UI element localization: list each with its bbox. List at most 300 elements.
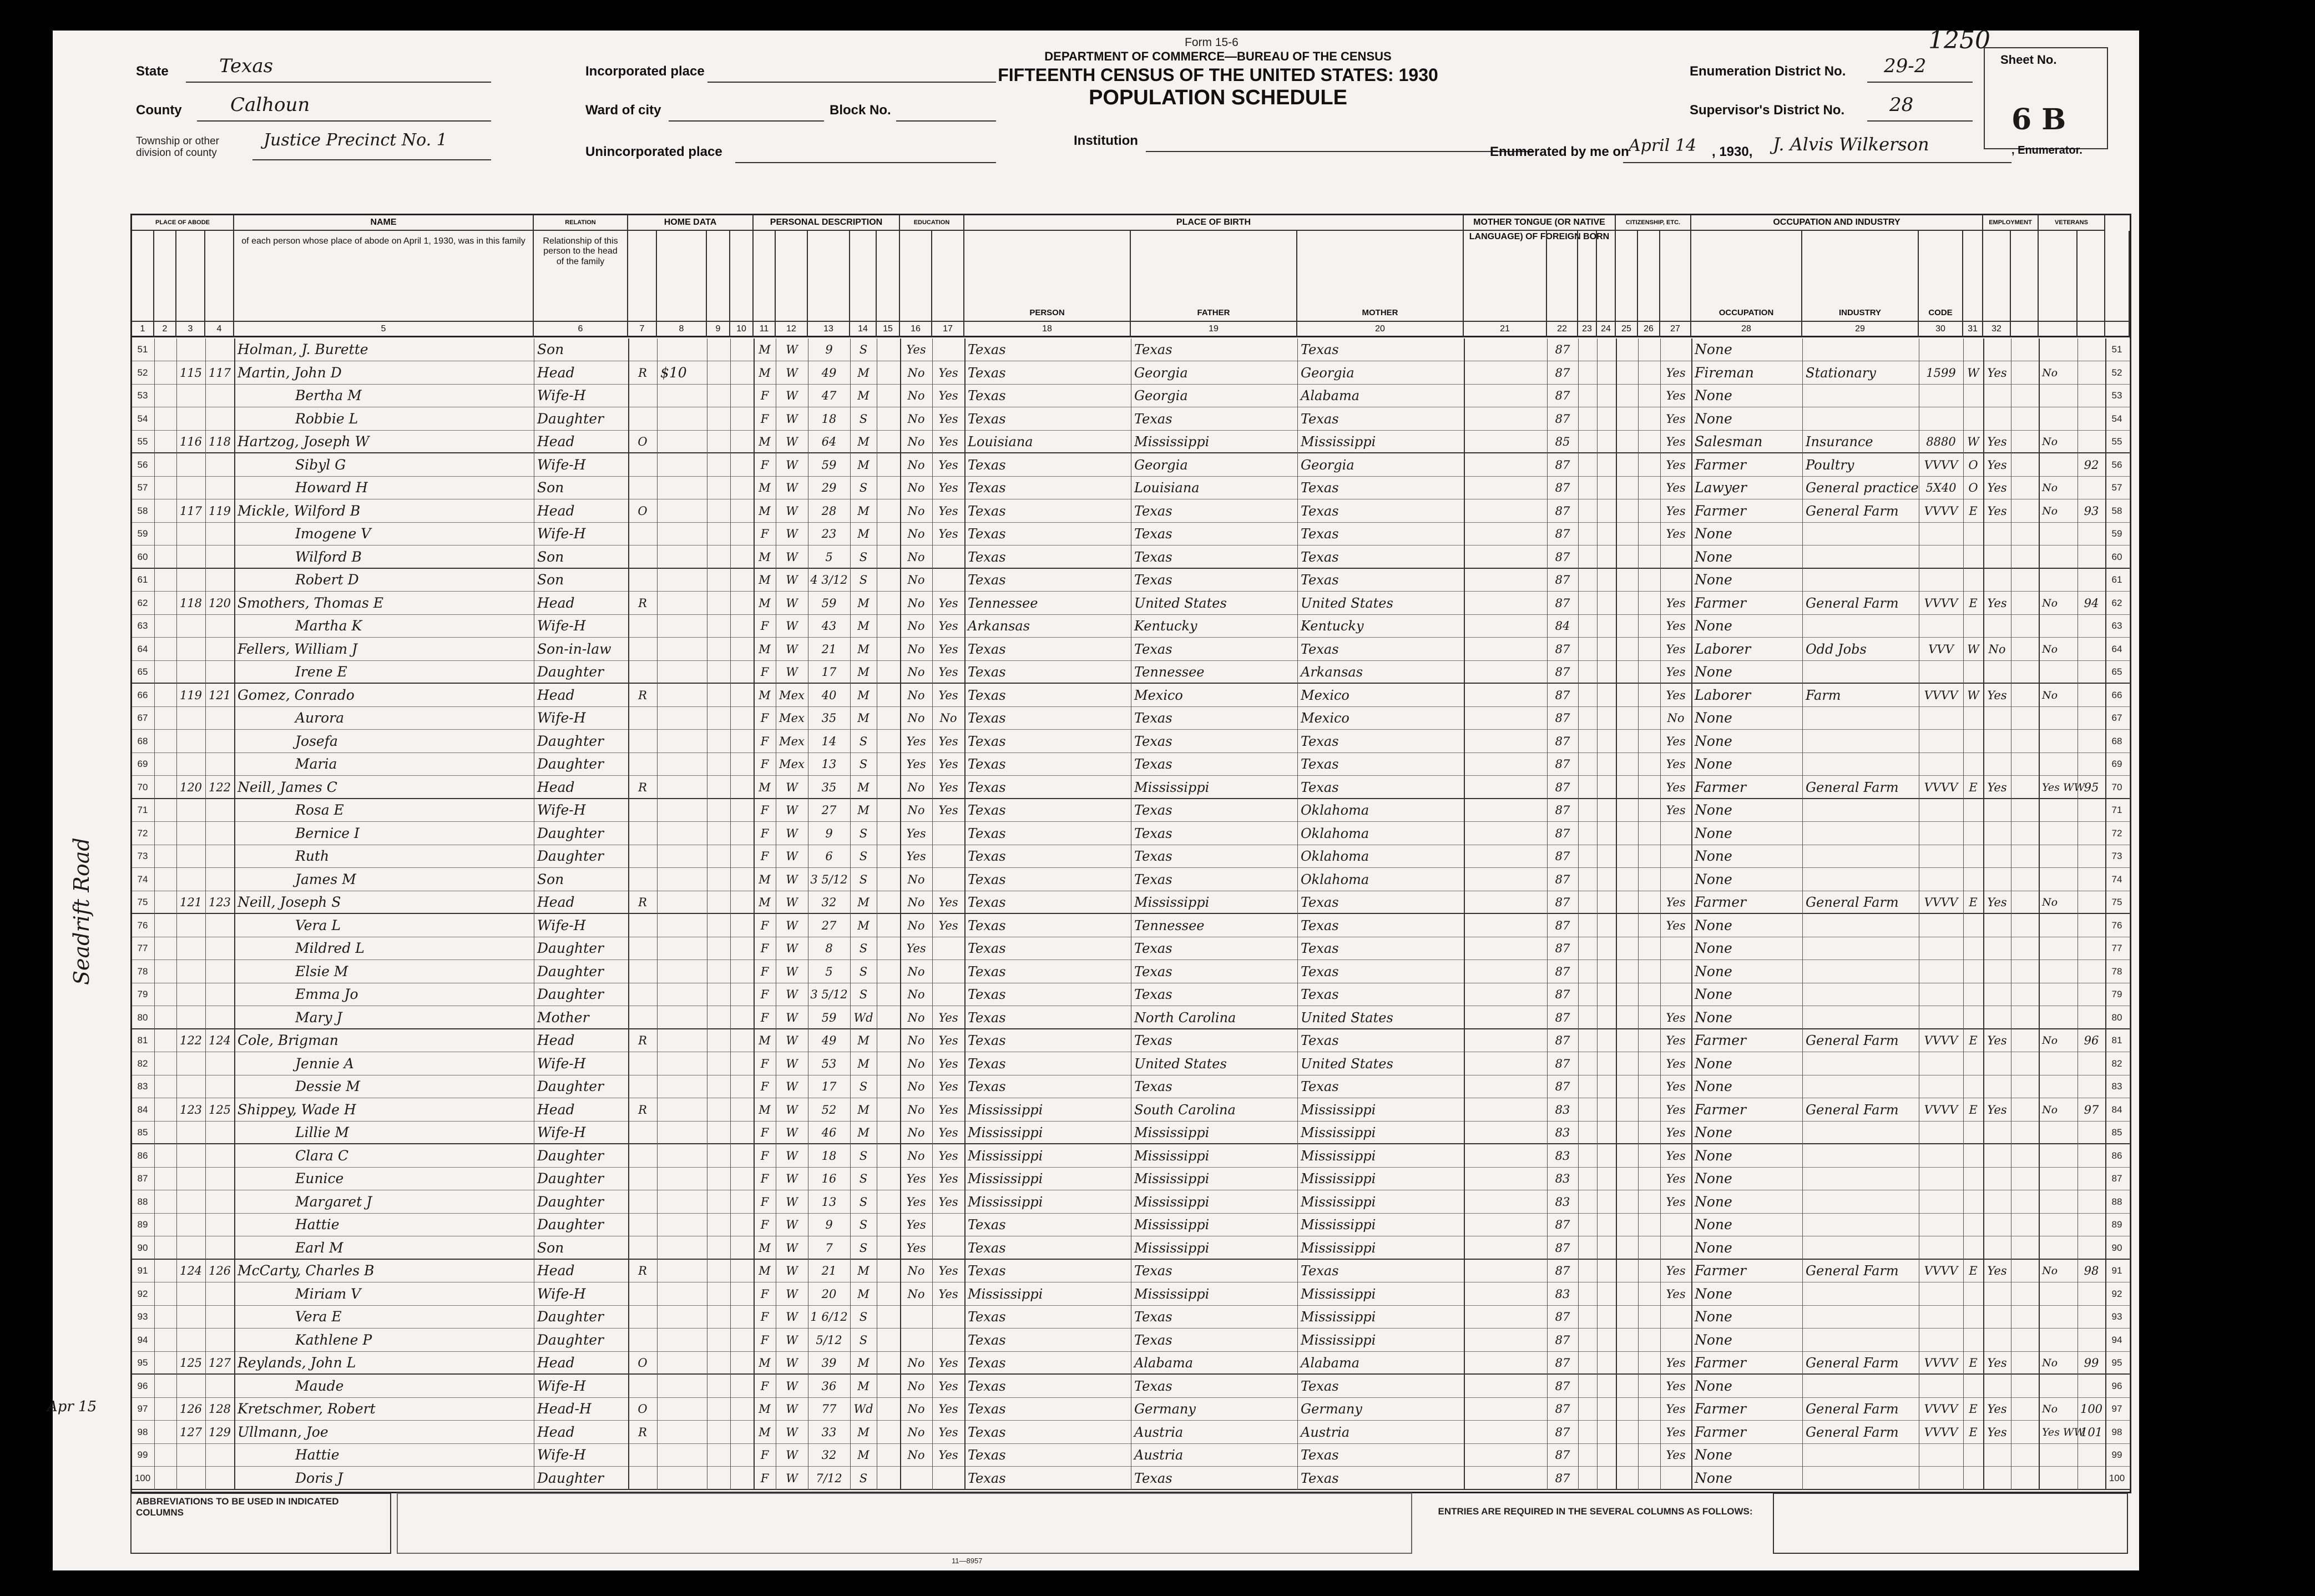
column-header-unemp — [2011, 231, 2039, 321]
line-number: 60 — [137, 551, 148, 562]
cell-fpob: Texas — [1134, 987, 1172, 1002]
line-number: 85 — [137, 1127, 148, 1138]
cell-name: Holman, J. Burette — [237, 341, 368, 357]
line-number-right: 77 — [2111, 943, 2122, 953]
cell-mar: S — [859, 757, 868, 771]
cell-vet: No — [2042, 436, 2058, 448]
column-header-sex — [754, 231, 776, 321]
column-number — [2039, 321, 2078, 337]
cell-tenure: R — [638, 596, 647, 610]
cell-rel: Son — [537, 871, 564, 887]
cell-rel: Daughter — [537, 1170, 604, 1186]
schedule-title: POPULATION SCHEDULE — [1089, 86, 1347, 109]
column-header-school — [900, 231, 932, 321]
cell-occ: Laborer — [1695, 640, 1751, 657]
cell-occ: None — [1695, 1285, 1732, 1302]
cell-rel: Son — [537, 341, 564, 357]
cell-work: Yes — [1987, 1264, 2007, 1277]
cell-pob: Louisiana — [968, 434, 1033, 449]
cell-work: Yes — [1987, 435, 2007, 448]
cell-age: 5 — [825, 964, 833, 978]
cell-fs: 93 — [2084, 504, 2099, 518]
cell-code: 84 — [1555, 619, 1570, 633]
cell-fam: 122 — [208, 780, 231, 794]
line-number-right: 54 — [2111, 413, 2122, 424]
cell-icode: VVVV — [1924, 458, 1958, 472]
cell-pob: Texas — [968, 1263, 1006, 1279]
line-number: 59 — [137, 528, 148, 539]
cell-age: 32 — [821, 1448, 837, 1462]
cell-pob: Texas — [968, 779, 1006, 795]
cell-eng: Yes — [1666, 1356, 1686, 1370]
cell-occ: None — [1695, 848, 1732, 864]
block-label: Block No. — [830, 103, 891, 118]
cell-mar: Wd — [853, 1011, 873, 1024]
cell-rel: Daughter — [537, 1193, 604, 1210]
cell-name: Maude — [295, 1377, 344, 1394]
incorporated-label: Incorporated place — [585, 64, 705, 79]
cell-name: Kathlene P — [295, 1331, 372, 1348]
cell-race: W — [786, 619, 798, 633]
cell-fs: 98 — [2084, 1264, 2099, 1277]
line-number: 58 — [137, 505, 148, 516]
cell-read: Yes — [938, 1126, 958, 1139]
cell-mar: M — [857, 688, 870, 702]
cell-occ: None — [1695, 825, 1732, 841]
cell-pob: Texas — [968, 963, 1006, 979]
cell-mpob: Texas — [1301, 411, 1339, 427]
cell-race: W — [786, 964, 798, 978]
cell-fam: 119 — [208, 504, 231, 518]
cell-mpob: Texas — [1301, 526, 1339, 542]
cell-mpob: Texas — [1301, 1378, 1339, 1394]
cell-school: Yes — [906, 343, 926, 356]
cell-mar: M — [857, 504, 870, 518]
county-label: County — [136, 103, 182, 118]
cell-code: 87 — [1555, 573, 1570, 587]
cell-read: Yes — [938, 918, 958, 932]
cell-work: Yes — [1987, 1034, 2007, 1047]
cell-rel: Son-in-law — [537, 640, 611, 657]
cell-name: Eunice — [295, 1170, 344, 1186]
line-number-right: 95 — [2111, 1357, 2122, 1368]
cell-fs: 100 — [2080, 1402, 2103, 1416]
cell-school: Yes — [906, 850, 926, 863]
cell-sex: F — [760, 964, 769, 978]
cell-occ: Laborer — [1695, 686, 1751, 703]
cell-race: W — [786, 1149, 798, 1163]
cell-code: 87 — [1555, 804, 1570, 817]
cell-read: Yes — [938, 780, 958, 794]
cell-sex: F — [760, 1448, 769, 1462]
cell-pob: Texas — [968, 802, 1006, 818]
cell-occ: None — [1695, 387, 1732, 403]
line-number: 55 — [137, 436, 148, 447]
cell-school: No — [907, 504, 925, 518]
grid-divider — [2039, 339, 2040, 1490]
line-number-right: 94 — [2111, 1334, 2122, 1345]
cell-sex: F — [760, 1149, 769, 1163]
cell-name: Kretschmer, Robert — [237, 1401, 376, 1417]
line-number-right: 99 — [2111, 1449, 2122, 1460]
column-number: 32 — [1983, 321, 2011, 337]
cell-age: 3 5/12 — [810, 872, 848, 886]
column-number: 22 — [1547, 321, 1578, 337]
cell-icode: VVV — [1928, 642, 1954, 656]
group-header-veterans: VETERANS — [2039, 215, 2105, 231]
cell-mar: M — [857, 711, 870, 725]
cell-mpob: Texas — [1301, 895, 1339, 910]
cell-pob: Texas — [968, 1447, 1006, 1463]
cell-occ: None — [1695, 986, 1732, 1002]
cell-work: Yes — [1987, 1402, 2007, 1416]
cell-rel: Head — [537, 894, 575, 910]
cell-pob: Texas — [968, 917, 1006, 933]
cell-occ: Farmer — [1695, 1032, 1746, 1048]
cell-read: Yes — [938, 1011, 958, 1024]
cell-fpob: Mississippi — [1134, 434, 1210, 449]
cell-pob: Texas — [968, 1033, 1006, 1048]
cell-name: Robbie L — [295, 410, 358, 427]
cell-occ: Farmer — [1695, 502, 1746, 519]
line-number-right: 74 — [2111, 873, 2122, 885]
cell-eng: Yes — [1666, 481, 1686, 494]
cell-name: Hattie — [295, 1216, 340, 1233]
cell-icode: 5X40 — [1925, 481, 1957, 494]
column-header-read — [932, 231, 964, 321]
cell-mar: S — [859, 1080, 868, 1093]
grid-divider — [1802, 339, 1803, 1490]
cell-fpob: Germany — [1134, 1401, 1196, 1417]
cell-code: 87 — [1555, 458, 1570, 472]
cell-read: No — [939, 711, 957, 725]
cell-read: Yes — [938, 1172, 958, 1185]
grid-divider — [176, 339, 177, 1490]
column-number: 16 — [900, 321, 932, 337]
column-header-rel — [534, 231, 628, 321]
line-number-right: 90 — [2111, 1242, 2122, 1253]
cell-school: Yes — [906, 757, 926, 771]
cell-code: 87 — [1555, 1448, 1570, 1462]
column-header-agefirst — [877, 231, 900, 321]
cell-mpob: Mississippi — [1301, 1217, 1376, 1233]
column-number: 2 — [154, 321, 176, 337]
cell-mar: S — [859, 550, 868, 564]
column-number: 30 — [1919, 321, 1963, 337]
line-number-right: 62 — [2111, 597, 2122, 608]
cell-rel: Head — [537, 779, 575, 795]
cell-rel: Daughter — [537, 410, 604, 427]
cell-occ: None — [1695, 1309, 1732, 1325]
cell-school: No — [907, 389, 925, 402]
cell-code: 87 — [1555, 1425, 1570, 1439]
cell-eng: Yes — [1666, 1103, 1686, 1117]
cell-eng: Yes — [1666, 435, 1686, 448]
cell-pob: Texas — [968, 987, 1006, 1002]
cell-sex: F — [760, 1126, 769, 1139]
cell-work: Yes — [1987, 688, 2007, 702]
grid-divider — [628, 339, 629, 1490]
cell-occ: None — [1695, 1216, 1732, 1233]
cell-race: Mex — [779, 734, 805, 748]
cell-sex: M — [759, 1402, 771, 1416]
cell-read: Yes — [938, 1057, 958, 1070]
cell-occ: None — [1695, 963, 1732, 979]
cell-ind: General Farm — [1806, 1401, 1899, 1417]
cell-mar: M — [857, 1057, 870, 1070]
cell-name: Emma Jo — [295, 986, 358, 1002]
line-number-right: 59 — [2111, 528, 2122, 539]
cell-read: Yes — [938, 1080, 958, 1093]
cell-race: W — [786, 573, 798, 587]
print-code: 11—8957 — [952, 1557, 983, 1565]
column-header-fpob — [1131, 231, 1297, 321]
cell-sex: M — [759, 435, 771, 448]
cell-vet: No — [2042, 689, 2058, 701]
cell-fs: 94 — [2084, 596, 2099, 610]
cell-race: W — [786, 942, 798, 955]
cell-school: No — [907, 711, 925, 725]
line-number: 93 — [137, 1311, 148, 1322]
enum-district-line — [1867, 82, 1973, 83]
cell-code: 83 — [1555, 1149, 1570, 1163]
line-number: 56 — [137, 459, 148, 470]
cell-age: 64 — [821, 435, 837, 448]
institution-label: Institution — [1074, 133, 1138, 148]
cell-age: 35 — [821, 780, 837, 794]
line-number: 100 — [134, 1472, 151, 1483]
cell-occ: Fireman — [1695, 364, 1754, 381]
cell-race: W — [786, 1287, 798, 1301]
enumerator-name: J. Alvis Wilkerson — [1773, 134, 1929, 155]
cell-mpob: Georgia — [1301, 457, 1354, 473]
cell-mar: S — [859, 1241, 868, 1255]
cell-code: 87 — [1555, 1402, 1570, 1416]
line-number: 79 — [137, 989, 148, 999]
cell-read: Yes — [938, 458, 958, 472]
cell-age: 17 — [821, 1080, 837, 1093]
cell-age: 27 — [821, 918, 837, 932]
cell-fpob: Mississippi — [1134, 1286, 1210, 1302]
cell-age: 27 — [821, 804, 837, 817]
cell-name: McCarty, Charles B — [237, 1262, 375, 1279]
cell-fpob: Texas — [1134, 1079, 1172, 1094]
cell-race: W — [786, 412, 798, 426]
cell-cls: W — [1967, 366, 1979, 380]
cell-sex: F — [760, 942, 769, 955]
cell-read: Yes — [938, 1149, 958, 1163]
cell-fpob: Mississippi — [1134, 1125, 1210, 1140]
cell-code: 87 — [1555, 780, 1570, 794]
column-header-ln — [2105, 231, 2130, 321]
cell-fam: 127 — [208, 1356, 231, 1370]
cell-sex: F — [760, 988, 769, 1001]
column-number: 13 — [808, 321, 850, 337]
cell-mpob: Arkansas — [1301, 664, 1363, 680]
cell-mar: S — [859, 826, 868, 840]
cell-code: 87 — [1555, 734, 1570, 748]
cell-work: Yes — [1987, 366, 2007, 380]
cell-occ: None — [1695, 1055, 1732, 1072]
cell-mar: S — [859, 850, 868, 863]
line-number-right: 67 — [2111, 713, 2122, 723]
line-number: 90 — [137, 1242, 148, 1253]
cell-race: W — [786, 481, 798, 494]
cell-fpob: Texas — [1134, 1309, 1172, 1325]
cell-rel: Head — [537, 1423, 575, 1440]
cell-icode: VVVV — [1924, 1264, 1958, 1277]
cell-race: W — [786, 1080, 798, 1093]
cell-fpob: Austria — [1134, 1424, 1184, 1440]
cell-eng: Yes — [1666, 688, 1686, 702]
cell-age: 35 — [821, 711, 837, 725]
cell-mpob: Oklahoma — [1301, 825, 1369, 841]
cell-occ: None — [1695, 756, 1732, 772]
cell-name: James M — [295, 871, 356, 887]
cell-fpob: Texas — [1134, 641, 1172, 657]
cell-rel: Son — [537, 548, 564, 565]
institution-line — [1146, 151, 1534, 152]
cell-mpob: Texas — [1301, 1263, 1339, 1279]
column-number: 26 — [1638, 321, 1660, 337]
cell-race: W — [786, 1172, 798, 1185]
cell-code: 87 — [1555, 1218, 1570, 1231]
cell-fpob: Texas — [1134, 503, 1172, 519]
cell-code: 87 — [1555, 642, 1570, 656]
cell-age: 1 6/12 — [810, 1310, 848, 1324]
cell-icode: VVVV — [1924, 896, 1958, 909]
cell-read: Yes — [938, 1425, 958, 1439]
cell-mpob: United States — [1301, 1055, 1393, 1072]
cell-mpob: Mexico — [1301, 687, 1349, 703]
cell-school: No — [907, 988, 925, 1001]
cell-race: W — [786, 1034, 798, 1047]
cell-occ: None — [1695, 940, 1732, 956]
cell-eng: Yes — [1666, 665, 1686, 679]
cell-mpob: Texas — [1301, 756, 1339, 772]
cell-fam: 117 — [208, 366, 231, 380]
cell-fpob: Tennessee — [1134, 664, 1205, 680]
cell-sex: F — [760, 1172, 769, 1185]
grid-divider — [1616, 339, 1617, 1490]
cell-fpob: United States — [1134, 595, 1227, 611]
cell-rel: Son — [537, 572, 564, 588]
cell-read: Yes — [938, 481, 958, 494]
cell-sex: M — [759, 1264, 771, 1277]
enumerator-label: , Enumerator. — [2011, 144, 2083, 156]
cell-code: 87 — [1555, 1379, 1570, 1393]
cell-eng: Yes — [1666, 757, 1686, 771]
cell-mar: S — [859, 573, 868, 587]
cell-race: W — [786, 1011, 798, 1024]
form-number: Form 15-6 — [1185, 36, 1239, 49]
cell-eng: Yes — [1666, 1264, 1686, 1277]
line-number: 89 — [137, 1219, 148, 1230]
cell-mar: S — [859, 1310, 868, 1324]
cell-name: Miriam V — [295, 1285, 361, 1302]
cell-mpob: Texas — [1301, 572, 1339, 588]
line-number-right: 68 — [2111, 735, 2122, 746]
cell-mpob: Alabama — [1301, 388, 1360, 403]
cell-dw: 123 — [179, 1103, 203, 1117]
cell-vet: No — [2042, 896, 2058, 908]
cell-sex: M — [759, 1241, 771, 1255]
cell-eng: Yes — [1666, 527, 1686, 541]
cell-cls: O — [1968, 481, 1978, 494]
cell-eng: Yes — [1666, 1172, 1686, 1185]
cell-read: Yes — [938, 1287, 958, 1301]
cell-rel: Mother — [537, 1009, 589, 1026]
column-number: 19 — [1131, 321, 1297, 337]
cell-code: 87 — [1555, 1471, 1570, 1485]
line-number-right: 87 — [2111, 1173, 2122, 1184]
line-number: 74 — [137, 873, 148, 885]
column-header-radio — [707, 231, 730, 321]
line-number-right: 55 — [2111, 436, 2122, 447]
cell-dw: 125 — [179, 1356, 203, 1370]
cell-name: Fellers, William J — [237, 640, 358, 657]
cell-read: Yes — [938, 1264, 958, 1277]
cell-pob: Mississippi — [968, 1125, 1043, 1140]
cell-sex: F — [760, 757, 769, 771]
cell-work: Yes — [1987, 780, 2007, 794]
grid-divider — [1638, 339, 1639, 1490]
cell-school: No — [907, 619, 925, 633]
cell-mpob: Texas — [1301, 641, 1339, 657]
cell-age: 7 — [825, 1241, 833, 1255]
township-label: Township or other division of county — [136, 135, 219, 159]
group-header-relation: RELATION — [534, 215, 628, 231]
census-title: FIFTEENTH CENSUS OF THE UNITED STATES: 1930 — [998, 65, 1438, 85]
cell-name: Wilford B — [295, 548, 362, 565]
cell-eng: Yes — [1666, 1195, 1686, 1209]
cell-icode: 8880 — [1926, 435, 1956, 448]
line-number: 67 — [137, 713, 148, 723]
cell-fs: 99 — [2084, 1356, 2099, 1370]
column-header-label-name: of each person whose place of abode on April 1, 1930, was in this family — [241, 236, 525, 246]
column-header-label-fpob: FATHER — [1197, 307, 1230, 317]
cell-mar: M — [857, 1126, 870, 1139]
cell-fpob: Texas — [1134, 572, 1172, 588]
cell-work: Yes — [1987, 1356, 2007, 1370]
line-number-right: 57 — [2111, 482, 2122, 493]
cell-race: W — [786, 1425, 798, 1439]
column-header-vet — [2039, 231, 2078, 321]
cell-read: Yes — [938, 757, 958, 771]
cell-read: Yes — [938, 504, 958, 518]
cell-mpob: Texas — [1301, 503, 1339, 519]
cell-tenure: R — [638, 896, 647, 909]
cell-occ: Farmer — [1695, 456, 1746, 473]
state-label: State — [136, 64, 169, 79]
cell-race: W — [786, 1057, 798, 1070]
cell-occ: None — [1695, 871, 1732, 887]
cell-pob: Texas — [968, 1240, 1006, 1256]
line-number-right: 76 — [2111, 920, 2122, 931]
cell-vet: No — [2042, 366, 2058, 379]
cell-age: 32 — [821, 896, 837, 909]
cell-age: 16 — [821, 1172, 837, 1185]
cell-rel: Daughter — [537, 940, 604, 956]
line-number: 64 — [137, 643, 148, 654]
column-number: 23 — [1578, 321, 1597, 337]
cell-school: No — [907, 435, 925, 448]
cell-mpob: United States — [1301, 1009, 1393, 1026]
cell-fpob: Texas — [1134, 941, 1172, 956]
cell-code: 87 — [1555, 1034, 1570, 1047]
cell-occ: Farmer — [1695, 594, 1746, 611]
cell-rel: Son — [537, 479, 564, 496]
